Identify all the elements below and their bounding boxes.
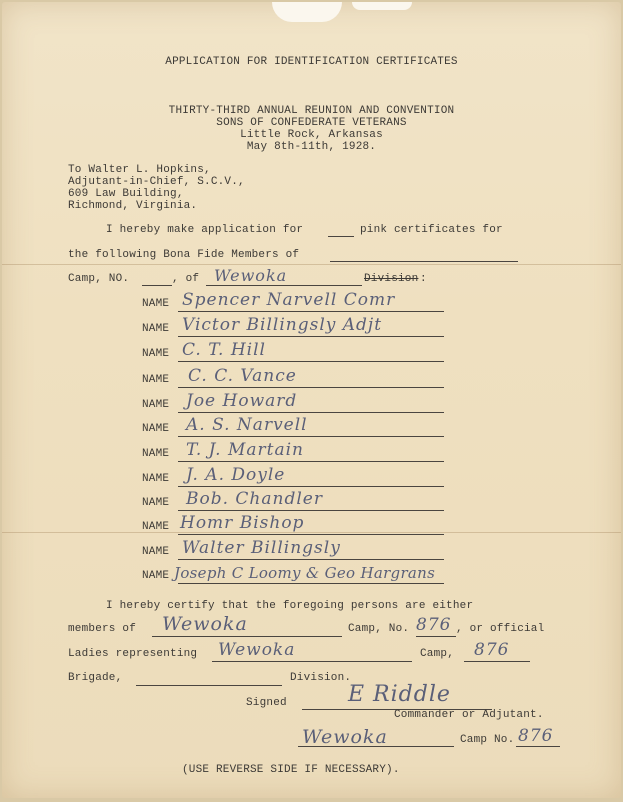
name-label: NAME [142,423,170,435]
name-field[interactable] [178,559,444,560]
name-label: NAME [142,570,170,582]
division-colon: : [420,273,427,285]
name-field[interactable] [178,412,444,413]
name-label: NAME [142,323,170,335]
header-line: Little Rock, Arkansas [240,129,383,141]
camp-value: 876 [474,640,510,660]
division-label: Division [364,273,419,285]
name-value: J. A. Doyle [186,465,286,485]
fold-line [2,532,621,533]
members-of-field[interactable] [330,261,518,262]
paper-tear [352,2,412,10]
fold-line [2,264,621,265]
name-label: NAME [142,399,170,411]
ladies-representing-field[interactable] [212,661,412,662]
camp-no-field[interactable] [416,636,456,637]
name-value: C. T. Hill [182,340,266,360]
name-value: Spencer Narvell Comr [182,290,396,310]
name-field[interactable] [178,461,444,462]
name-value: Walter Billingsly [182,538,341,558]
header-line: THIRTY-THIRD ANNUAL REUNION AND CONVENTION [168,105,455,117]
name-field[interactable] [178,583,444,584]
application-text: the following Bona Fide Members of [68,249,300,261]
address-line: To Walter L. Hopkins, [68,164,211,176]
name-field[interactable] [178,510,444,511]
name-label: NAME [142,497,170,509]
name-value: Homr Bishop [180,513,305,533]
name-value: Bob. Chandler [186,489,323,509]
camp-no-value: 876 [416,615,452,635]
or-official-text: , or official [456,623,545,635]
name-value: Victor Billingsly Adjt [182,315,383,335]
address-line: Richmond, Virginia. [68,200,198,212]
sign-camp-label: Camp No. [460,734,515,746]
division-label: Division. [290,672,352,684]
certify-text: I hereby certify that the foregoing persons are either [106,600,474,612]
camp-field[interactable] [464,661,530,662]
members-of-value: Wewoka [162,613,248,635]
name-value: C. C. Vance [188,366,297,386]
name-field[interactable] [178,311,444,312]
camp-of-value: Wewoka [214,266,288,285]
paper-tear [272,2,342,22]
name-field[interactable] [178,436,444,437]
name-field[interactable] [178,387,444,388]
application-text: pink certificates for [360,224,503,236]
signed-label: Signed [246,697,287,709]
sign-camp-no-field[interactable] [516,746,560,747]
name-label: NAME [142,521,170,533]
name-label: NAME [142,473,170,485]
camp-of-field[interactable] [206,285,362,286]
certificate-count-field[interactable] [328,236,354,237]
name-label: NAME [142,348,170,360]
name-value: T. J. Martain [186,440,304,460]
signature: E Riddle [348,682,451,707]
application-form [2,2,621,798]
camp-no-field[interactable] [142,285,172,286]
address-line: Adjutant-in-Chief, S.C.V., [68,176,245,188]
name-label: NAME [142,298,170,310]
form-title: APPLICATION FOR IDENTIFICATION CERTIFICATES [165,56,458,68]
name-field[interactable] [178,336,444,337]
header-line: May 8th-11th, 1928. [246,141,377,153]
ladies-value: Wewoka [218,640,296,660]
camp-no-label: Camp, NO. [68,273,130,285]
name-label: NAME [142,546,170,558]
application-text: I hereby make application for [106,224,304,236]
members-of-camp-field[interactable] [152,636,342,637]
sign-camp-value: Wewoka [302,726,388,748]
commander-label: Commander or Adjutant. [394,709,544,721]
name-field[interactable] [178,534,444,535]
footer-note: (USE REVERSE SIDE IF NECESSARY). [182,764,400,776]
brigade-field[interactable] [136,685,282,686]
name-value: Joseph C Loomy & Geo Hargrans [174,564,436,582]
sign-camp-no: 876 [518,726,554,746]
name-field[interactable] [178,486,444,487]
name-label: NAME [142,374,170,386]
ladies-label: Ladies representing [68,648,198,660]
members-of-label: members of [68,623,137,635]
of-label: , of [172,273,200,285]
name-label: NAME [142,448,170,460]
name-value: Joe Howard [186,391,298,411]
address-line: 609 Law Building, [68,188,184,200]
name-field[interactable] [178,361,444,362]
name-value: A. S. Narvell [186,415,308,435]
camp-label: Camp, [420,648,455,660]
header-line: SONS OF CONFEDERATE VETERANS [216,117,407,129]
camp-no-label: Camp, No. [348,623,410,635]
brigade-label: Brigade, [68,672,123,684]
